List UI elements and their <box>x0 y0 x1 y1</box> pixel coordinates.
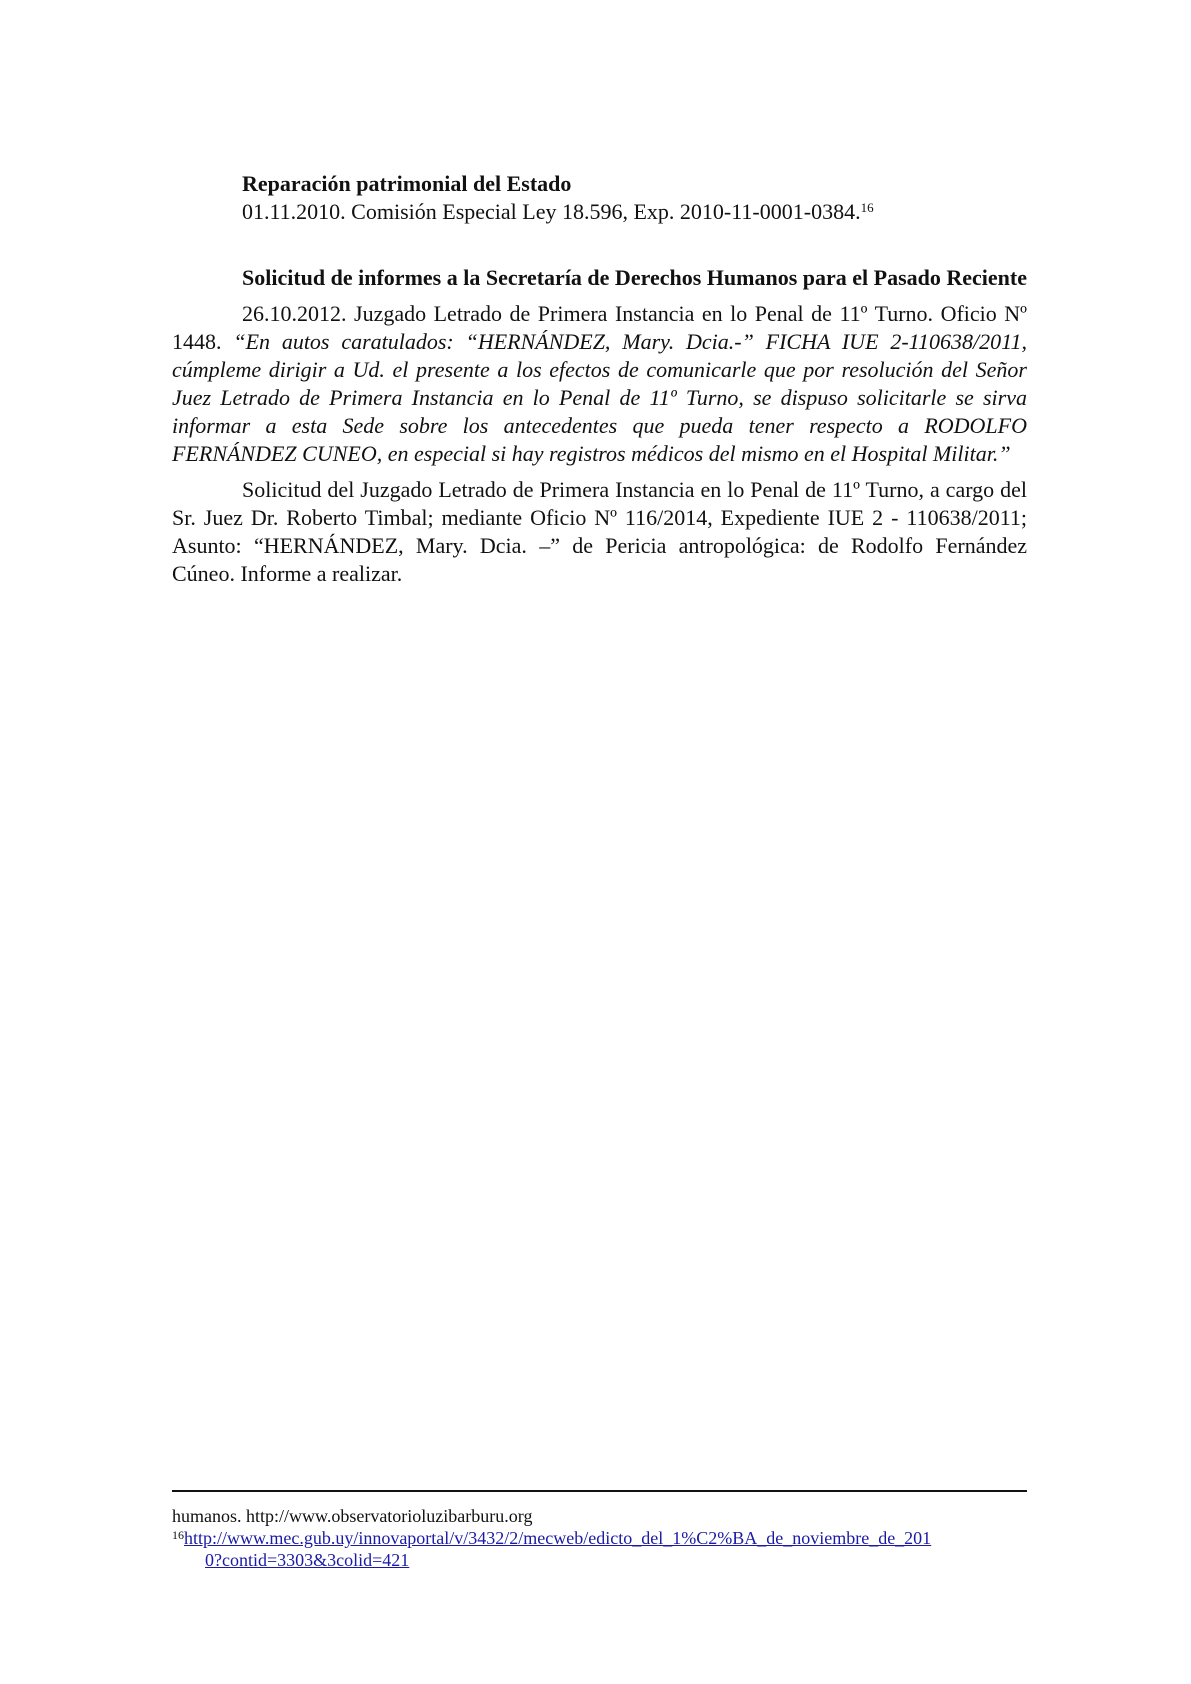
section-reparacion-block <box>172 170 1027 226</box>
section-reparacion-body: 01.11.2010. Comisión Especial Ley 18.596, Exp. 2010-11-0001-0384. <box>242 199 861 224</box>
footnote-continuation: humanos. http://www.observatorioluzibarburu.org <box>172 1506 533 1526</box>
section-solicitud-heading: Solicitud de informes a la Secretaría de Derechos Humanos para el Pasado Reciente <box>242 265 1027 290</box>
section-solicitud <box>172 264 1027 588</box>
footnotes <box>172 1505 1027 1571</box>
footnote-16-link[interactable]: http://www.mec.gub.uy/innovaportal/v/3432/2/mecweb/edicto_del_1%C2%BA_de_noviembre_de_201 <box>184 1528 932 1548</box>
footnote-ref-16[interactable]: 16 <box>860 200 874 215</box>
paragraph-oficio-1448-quote: “En autos caratulados: “HERNÁNDEZ, Mary. Dcia.-” FICHA IUE 2-110638/2011, cúmpleme dirigir a Ud. el presente a los efectos de comunicarle que por resolución del Señor Juez Letrado de Primera Instancia en lo Penal de 11º Turno, se dispuso solicitarle se sirva informar a esta Sede sobre los antecedentes que pueda tener respecto a RODOLFO FERNÁNDEZ CUNEO, en especial si hay registros médicos del mismo en el Hospital Militar.” <box>172 329 1028 466</box>
section-reparacion-text <box>242 198 1027 226</box>
paragraph-oficio-1448 <box>172 300 1027 468</box>
paragraph-oficio-116: Solicitud del Juzgado Letrado de Primera Instancia en lo Penal de 11º Turno, a cargo del Sr. Juez Dr. Roberto Timbal; mediante Oficio Nº 116/2014, Expediente IUE 2 - 110638/2011; Asunto: “HERNÁNDEZ, Mary. Dcia. –” de Pericia antropológica: de Rodolfo Fernández Cúneo. Informe a realizar. <box>172 477 1027 586</box>
footnote-separator <box>172 1490 1027 1492</box>
footnote-16-link-continued[interactable]: 0?contid=3303&3colid=421 <box>205 1550 410 1570</box>
paragraph-oficio-1448-intro: 26.10.2012. Juzgado Letrado de Primera Instancia en lo Penal de 11º Turno. Oficio Nº 1448. <box>172 301 1027 354</box>
footnote-16-number: 16 <box>172 1528 184 1542</box>
footnote-16-continuation <box>172 1549 1027 1571</box>
section-reparacion-heading: Reparación patrimonial del Estado <box>242 171 572 196</box>
footnote-16 <box>172 1527 1027 1549</box>
section-reparacion <box>172 170 1027 226</box>
